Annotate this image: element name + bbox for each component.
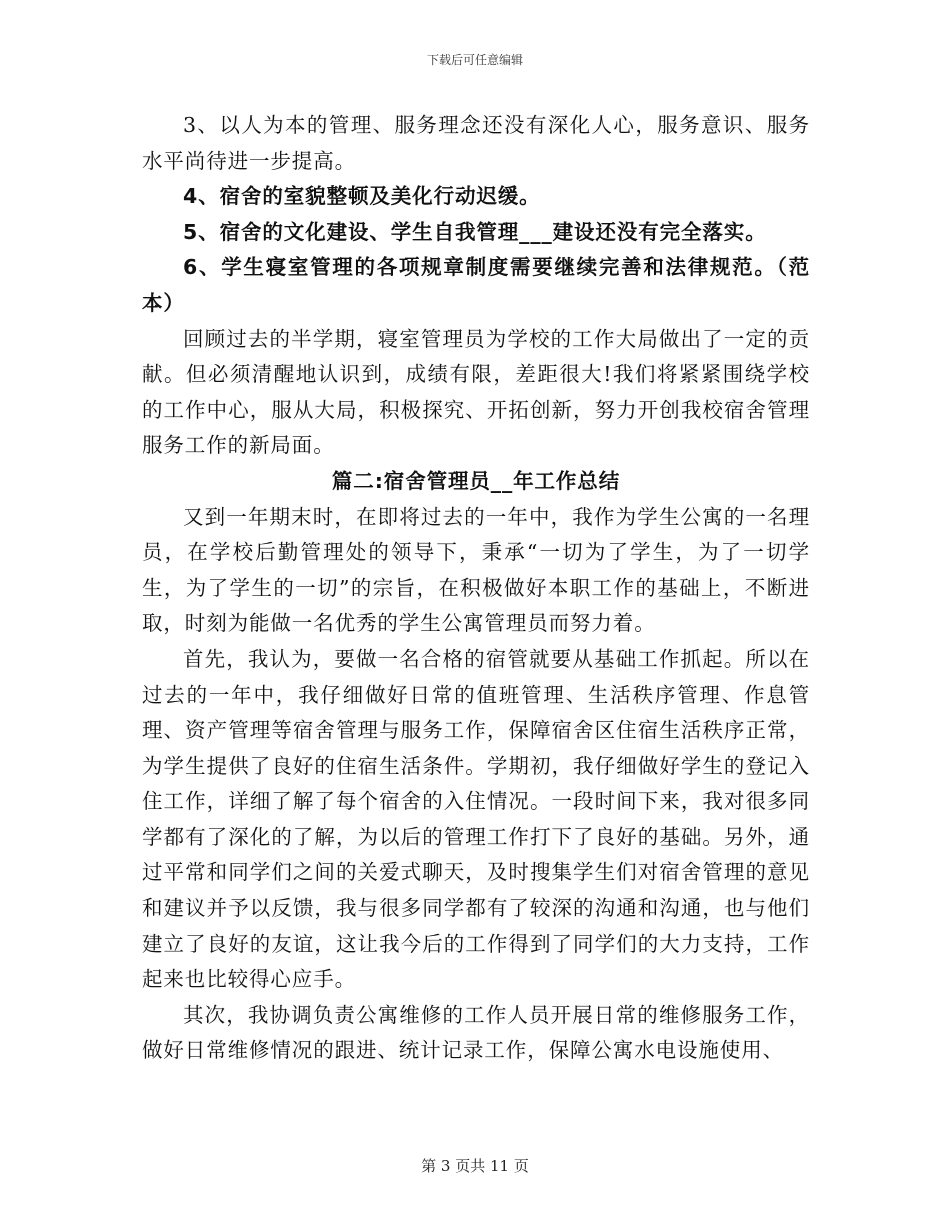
document-body [142,108,810,1069]
section-title: 篇二:宿舍管理员__年工作总结 [331,468,621,493]
paragraph-review: 回顾过去的半学期，寝室管理员为学校的工作大局做出了一定的贡献。但必须清醒地认识到，成绩有限，差距很大!我们将紧紧围绕学校的工作中心，服从大局，积极探究、开拓创新，努力开创我校宿舍管理服务工作的新局面。 [142,326,810,458]
paragraph-intro: 又到一年期末时，在即将过去的一年中，我作为学生公寓的一名理员，在学校后勤管理处的领导下，秉承“一切为了学生，为了一切学生，为了学生的一切”的宗旨，在积极做好本职工作的基础上，不断进取，时刻为能做一名优秀的学生公寓管理员而努力着。 [142,504,810,636]
paragraph-second: 其次，我协调负责公寓维修的工作人员开展日常的维修服务工作，做好日常维修情况的跟进、统计记录工作，保障公寓水电设施使用、 [142,1002,810,1063]
paragraph-item-3: 3、以人为本的管理、服务理念还没有深化人心，服务意识、服务水平尚待进一步提高。 [142,113,810,173]
paragraph-item-5: 5、宿舍的文化建设、学生自我管理___建设还没有完全落实。 [183,219,767,244]
paragraph-item-4: 4、宿舍的室貌整顿及美化行动迟缓。 [183,184,541,209]
paragraph-first: 首先，我认为，要做一名合格的宿管就要从基础工作抓起。所以在过去的一年中，我仔细做好日常的值班管理、生活秩序管理、作息管理、资产管理等宿舍管理与服务工作，保障宿舍区住宿生活秩序正常，为学生提供了良好的住宿生活条件。学期初，我仔细做好学生的登记入住工作，详细了解了每个宿舍的入住情况。一段时间下来，我对很多同学都有了深化的了解，为以后的管理工作打下了良好的基础。另外，通过平常和同学们之间的关爱式聊天，及时搜集学生们对宿舍管理的意见和建议并予以反馈，我与很多同学都有了较深的沟通和沟通，也与他们建立了良好的友谊，这让我今后的工作得到了同学们的大力支持，工作起来也比较得心应手。 [142,646,810,992]
page-footer: 第 3 页共 11 页 [421,1157,529,1175]
paragraph-item-6: 6、学生寝室管理的各项规章制度需要继续完善和法律规范。（范本） [142,255,810,315]
page-header: 下载后可任意编辑 [426,53,523,67]
